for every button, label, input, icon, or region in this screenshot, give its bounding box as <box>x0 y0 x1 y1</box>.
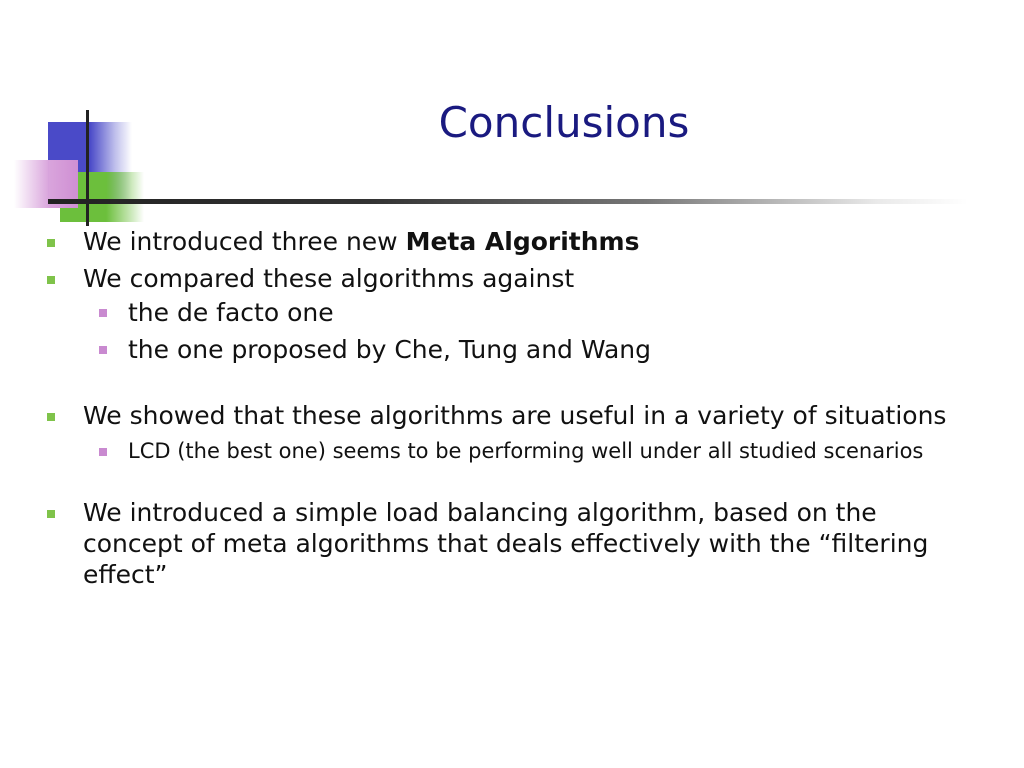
green-square-bullet-icon <box>47 239 55 247</box>
green-square-bullet-icon <box>47 276 55 284</box>
pink-square-bullet-icon <box>99 309 107 317</box>
sub-bullet-text: the de facto one <box>128 298 334 327</box>
logo-vertical-line <box>86 110 89 226</box>
bullet-text: We introduced a simple load balancing algorithm, based on the concept of meta algorithms that deals effectively with the “filtering effect” <box>83 498 929 589</box>
sub-bullet-text: the one proposed by Che, Tung and Wang <box>128 335 652 364</box>
bullet-item <box>44 226 984 257</box>
title-divider-line <box>48 199 968 204</box>
bullet-text: We showed that these algorithms are useful in a variety of situations <box>83 401 947 430</box>
pink-square-bullet-icon <box>99 346 107 354</box>
sub-bullet-item <box>44 331 984 368</box>
sub-bullet-item <box>44 437 984 465</box>
green-square-bullet-icon <box>47 510 55 518</box>
bullet-item <box>44 497 984 590</box>
bullet-text: We introduced three new <box>83 227 406 256</box>
bullet-bold-text: Meta Algorithms <box>405 227 640 256</box>
green-square-bullet-icon <box>47 413 55 421</box>
bullet-item <box>44 263 984 294</box>
sub-bullet-item <box>44 294 984 331</box>
sub-bullet-text: LCD (the best one) seems to be performing well under all studied scenarios <box>128 439 924 463</box>
bullet-item <box>44 400 984 431</box>
pink-square-bullet-icon <box>99 448 107 456</box>
bullet-list <box>44 226 984 590</box>
bullet-text: We compared these algorithms against <box>83 264 575 293</box>
slide-title: Conclusions <box>438 98 690 147</box>
